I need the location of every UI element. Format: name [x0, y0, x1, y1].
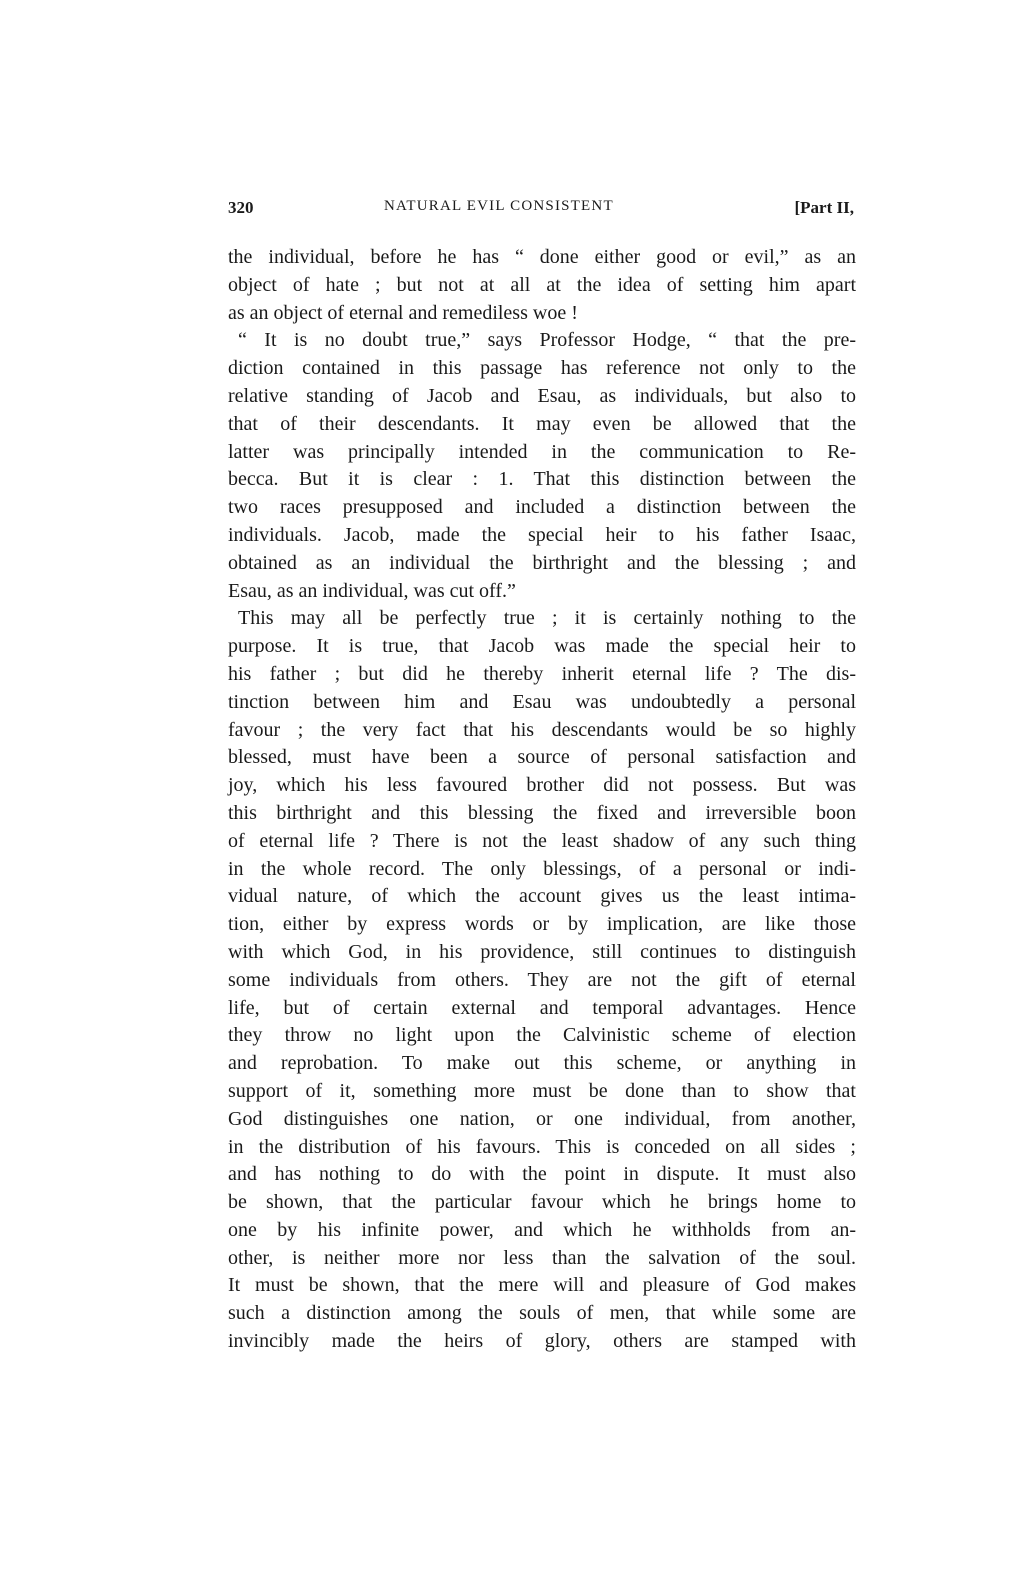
text-line: some individuals from others. They are not the gift of eternal: [228, 968, 856, 991]
text-line: support of it, something more must be done than to show that: [228, 1079, 856, 1102]
text-line: vidual nature, of which the account gives us the least intima-: [228, 885, 856, 908]
text-line: life, but of certain external and temporal advantages. Hence: [228, 996, 856, 1019]
part-label: [Part II,: [794, 198, 854, 217]
text-line: Esau, as an individual, was cut off.”: [228, 579, 516, 602]
text-line: individuals. Jacob, made the special heir to his father Isaac,: [228, 523, 856, 546]
text-line: joy, which his less favoured brother did not possess. But was: [228, 774, 856, 797]
text-line: becca. But it is clear : 1. That this distinction between the: [228, 468, 856, 491]
page-number: 320: [228, 198, 254, 217]
text-line: invincibly made the heirs of glory, others are stamped with: [228, 1330, 856, 1353]
text-line: obtained as an individual the birthright and the blessing ; and: [228, 551, 856, 574]
text-line: his father ; but did he thereby inherit eternal life ? The dis-: [228, 662, 856, 685]
text-line: in the whole record. The only blessings, of a personal or indi-: [228, 857, 856, 880]
text-line: blessed, must have been a source of personal satisfaction and: [228, 746, 856, 769]
text-line: This may all be perfectly true ; it is certainly nothing to the: [238, 607, 856, 630]
text-line: be shown, that the particular favour which he brings home to: [228, 1191, 856, 1214]
text-line: and reprobation. To make out this scheme, or anything in: [228, 1052, 856, 1075]
text-line: tion, either by express words or by implication, are like those: [228, 913, 856, 936]
text-line: such a distinction among the souls of men, that while some are: [228, 1302, 856, 1325]
text-line: this birthright and this blessing the fixed and irreversible boon: [228, 801, 856, 824]
text-line: other, is neither more nor less than the salvation of the soul.: [228, 1246, 856, 1269]
text-line: in the distribution of his favours. This is conceded on all sides ;: [228, 1135, 856, 1158]
text-line: and has nothing to do with the point in dispute. It must also: [228, 1163, 856, 1186]
paragraph: [228, 244, 856, 327]
running-title: NATURAL EVIL CONSISTENT: [384, 198, 614, 214]
body-text: [228, 244, 856, 1356]
text-line: that of their descendants. It may even be allowed that the: [228, 412, 856, 435]
paragraph: [228, 605, 856, 1356]
text-line: latter was principally intended in the communication to Re-: [228, 440, 856, 463]
text-line: relative standing of Jacob and Esau, as individuals, but also to: [228, 384, 856, 407]
text-line: of eternal life ? There is not the least shadow of any such thing: [228, 829, 856, 852]
text-line: object of hate ; but not at all at the idea of setting him apart: [228, 273, 856, 296]
text-line: diction contained in this passage has reference not only to the: [228, 357, 856, 380]
text-line: purpose. It is true, that Jacob was made the special heir to: [228, 635, 856, 658]
text-line: favour ; the very fact that his descendants would be so highly: [228, 718, 856, 741]
text-line: tinction between him and Esau was undoubtedly a personal: [228, 690, 856, 713]
text-line: God distinguishes one nation, or one individual, from another,: [228, 1107, 856, 1130]
text-line: It must be shown, that the mere will and pleasure of God makes: [228, 1274, 856, 1297]
paragraph: [228, 327, 856, 605]
text-line: “ It is no doubt true,” says Professor Hodge, “ that the pre-: [238, 329, 856, 352]
text-line: two races presupposed and included a distinction between the: [228, 496, 856, 519]
text-line: as an object of eternal and remediless woe !: [228, 301, 578, 324]
text-line: one by his infinite power, and which he withholds from an-: [228, 1218, 856, 1241]
text-line: they throw no light upon the Calvinistic scheme of election: [228, 1024, 856, 1047]
running-head: [228, 198, 854, 224]
text-line: the individual, before he has “ done either good or evil,” as an: [228, 246, 856, 268]
text-line: with which God, in his providence, still continues to distinguish: [228, 940, 856, 963]
